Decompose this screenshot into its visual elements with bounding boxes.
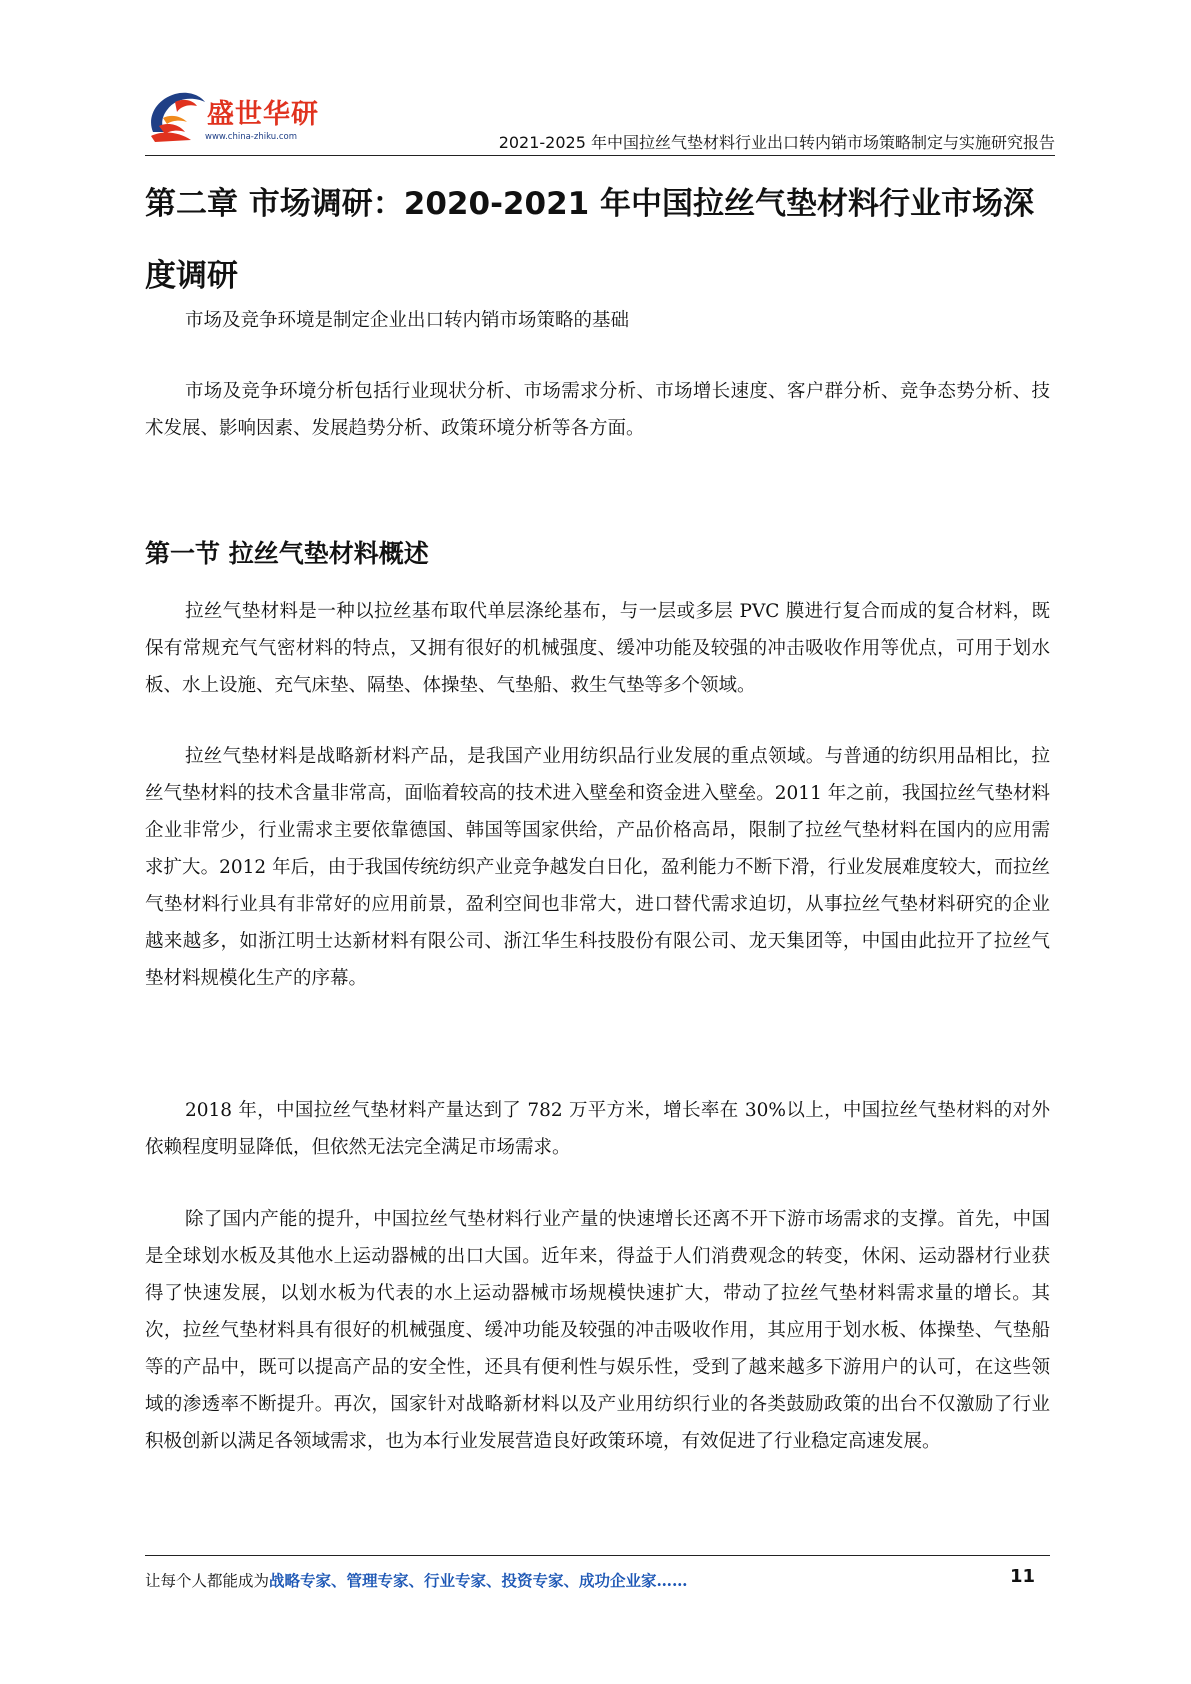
slogan-highlight: 战略专家、管理专家、行业专家、投资专家、成功企业家……: [269, 1571, 688, 1590]
section-title: 第一节 拉丝气垫材料概述: [145, 539, 429, 568]
report-title: 2021-2025 年中国拉丝气垫材料行业出口转内销市场策略制定与实施研究报告: [498, 133, 1055, 152]
header-divider: [145, 155, 1055, 156]
intro-paragraph: 市场及竞争环境是制定企业出口转内销市场策略的基础: [185, 310, 630, 331]
footer-slogan: [145, 1569, 688, 1591]
slogan-prefix: 让每个人都能成为: [145, 1572, 270, 1590]
company-logo: [145, 88, 319, 146]
page-header: [145, 78, 1055, 158]
footer-divider: [145, 1555, 1050, 1556]
logo-url: www.china-zhiku.com: [205, 132, 297, 142]
body-paragraph: 除了国内产能的提升，中国拉丝气垫材料行业产量的快速增长还离不开下游市场需求的支撑。首先，中国是全球划水板及其他水上运动器械的出口大国。近年来，得益于人们消费观念的转变，休闲、运动器材行业获得了快速发展，以划水板为代表的水上运动器械市场规模快速扩大，带动了拉丝气垫材料需求量的增长。其次，拉丝气垫材料具有很好的机械强度、缓冲功能及较强的冲击吸收作用，其应用于划水板、体操垫、气垫船等的产品中，既可以提高产品的安全性，还具有便利性与娱乐性，受到了越来越多下游用户的认可，在这些领域的渗透率不断提升。再次，国家针对战略新材料以及产业用纺织行业的各类鼓励政策的出台不仅激励了行业积极创新以满足各领域需求，也为本行业发展营造良好政策环境，有效促进了行业稳定高速发展。: [145, 1209, 1050, 1452]
intro-paragraph: 市场及竞争环境分析包括行业现状分析、市场需求分析、市场增长速度、客户群分析、竞争态势分析、技术发展、影响因素、发展趋势分析、政策环境分析等各方面。: [145, 381, 1050, 439]
logo-emblem-icon: [145, 88, 209, 146]
logo-text: 盛世华研: [207, 99, 319, 130]
body-paragraph: 2018 年，中国拉丝气垫材料产量达到了 782 万平方米，增长率在 30%以上，中国拉丝气垫材料的对外依赖程度明显降低，但依然无法完全满足市场需求。: [145, 1100, 1050, 1158]
body-paragraph: 拉丝气垫材料是一种以拉丝基布取代单层涤纶基布，与一层或多层 PVC 膜进行复合而成的复合材料，既保有常规充气气密材料的特点，又拥有很好的机械强度、缓冲功能及较强的冲击吸收作用等优点，可用于划水板、水上设施、充气床垫、隔垫、体操垫、气垫船、救生气垫等多个领域。: [145, 601, 1050, 696]
page-number: 11: [1010, 1566, 1036, 1587]
body-paragraph: 拉丝气垫材料是战略新材料产品，是我国产业用纺织品行业发展的重点领域。与普通的纺织用品相比，拉丝气垫材料的技术含量非常高，面临着较高的技术进入壁垒和资金进入壁垒。2011 年之前，我国拉丝气垫材料企业非常少，行业需求主要依靠德国、韩国等国家供给，产品价格高昂，限制了拉丝气垫材料在国内的应用需求扩大。2012 年后，由于我国传统纺织产业竞争越发白日化，盈利能力不断下滑，行业发展难度较大，而拉丝气垫材料行业具有非常好的应用前景，盈利空间也非常大，进口替代需求迫切，从事拉丝气垫材料研究的企业越来越多，如浙江明士达新材料有限公司、浙江华生科技股份有限公司、龙天集团等，中国由此拉开了拉丝气垫材料规模化生产的序幕。: [145, 746, 1050, 989]
chapter-title: 第二章 市场调研：2020-2021 年中国拉丝气垫材料行业市场深度调研: [145, 186, 1035, 294]
